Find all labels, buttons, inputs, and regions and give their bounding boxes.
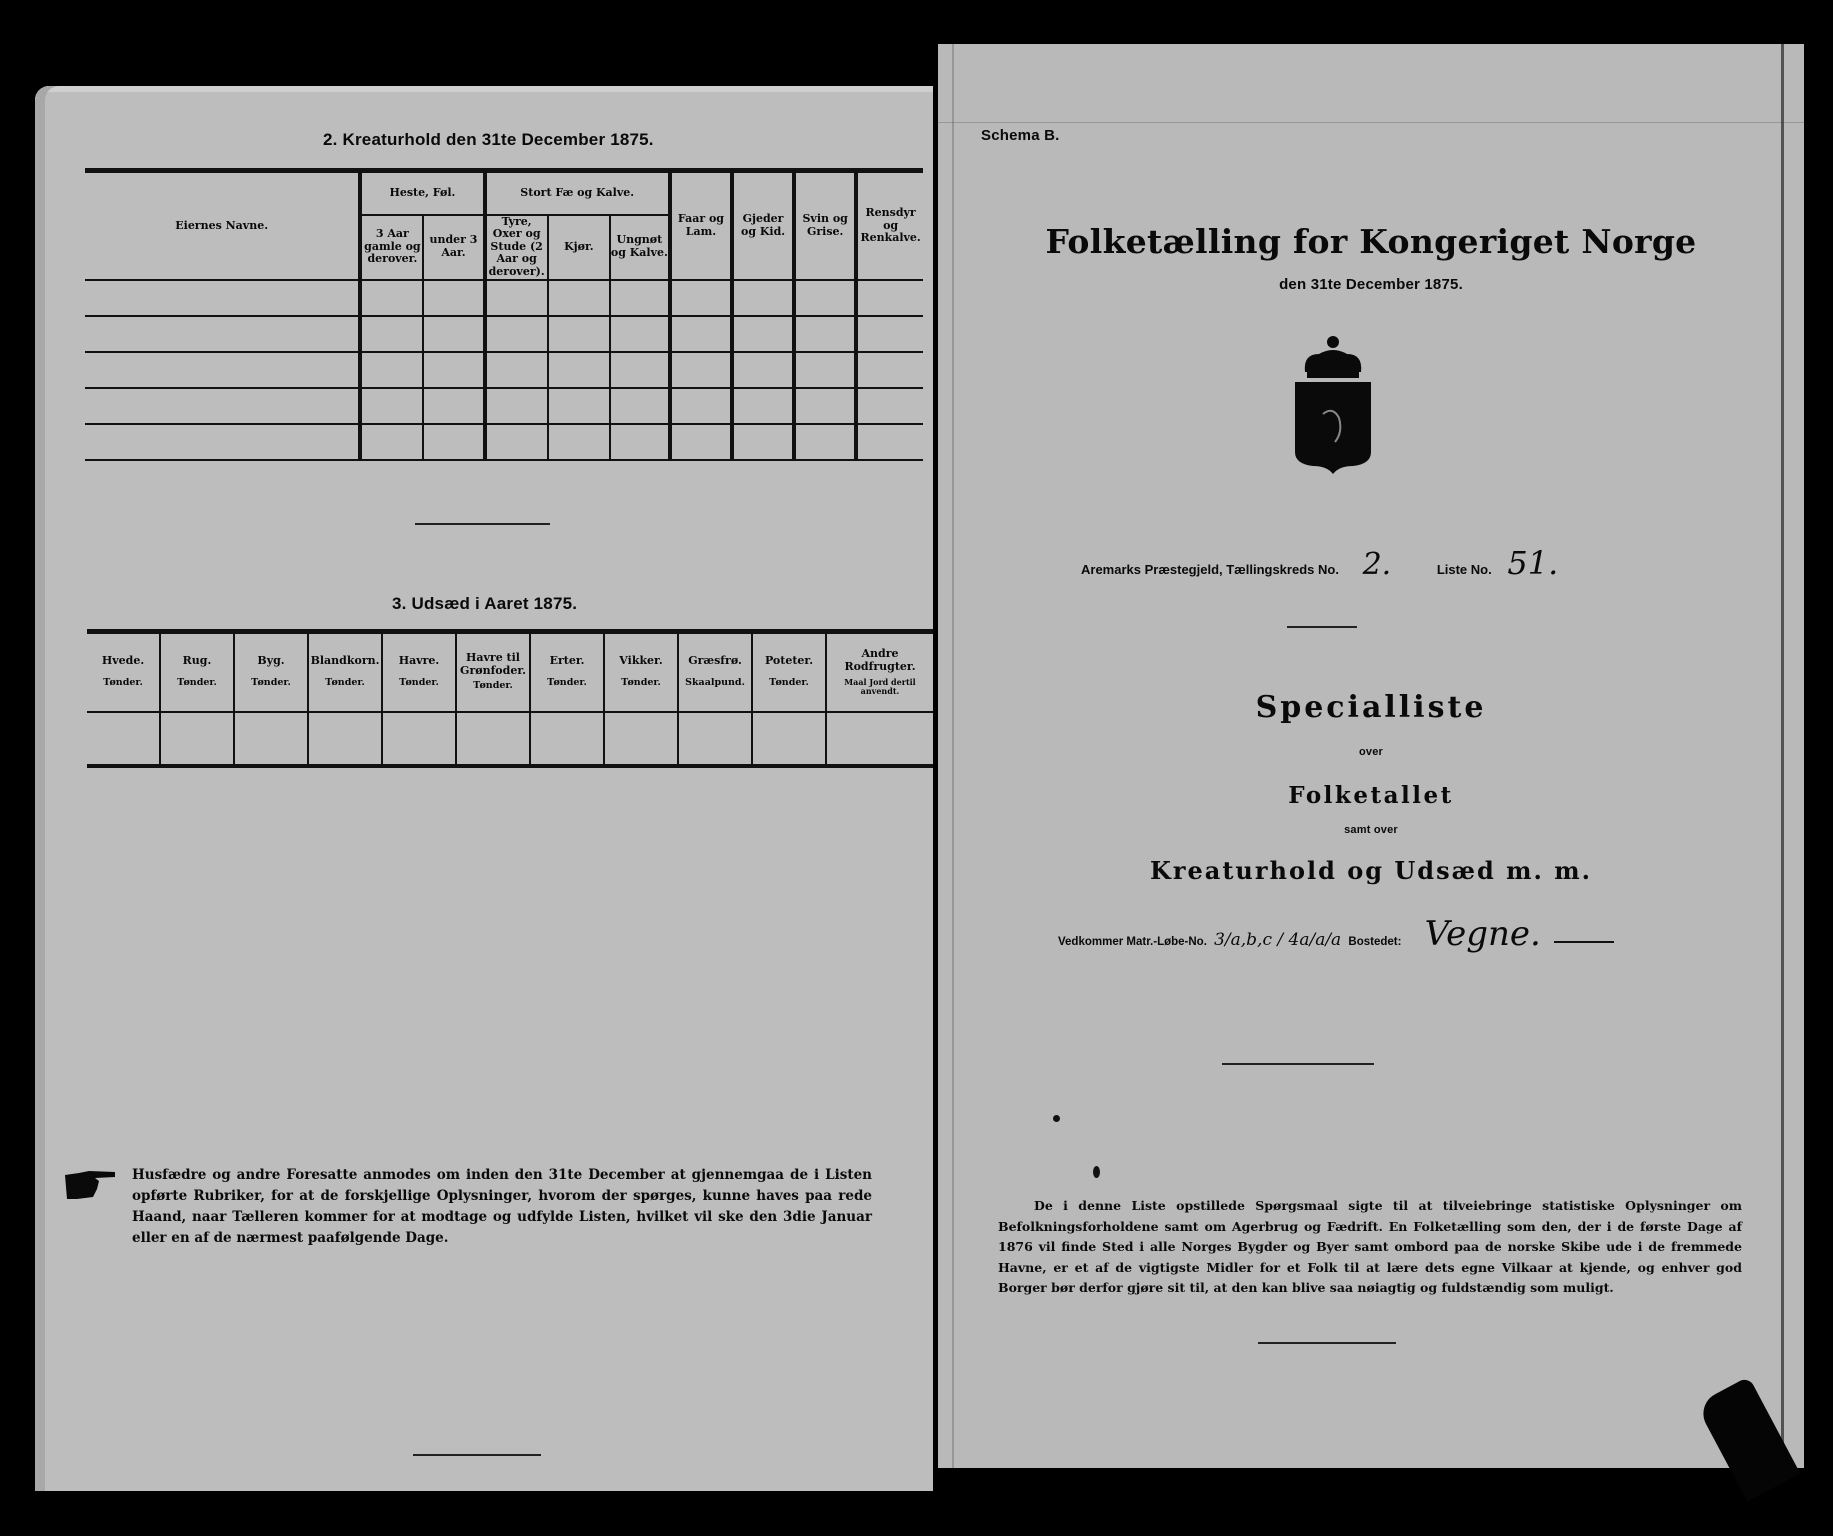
document-date: den 31te December 1875. [1279, 276, 1463, 293]
section2-title: 2. Kreaturhold den 31te December 1875. [323, 130, 654, 149]
cell[interactable] [732, 424, 794, 460]
cell[interactable] [610, 388, 670, 424]
cell[interactable] [732, 280, 794, 316]
col-reindeer: Rensdyr og Renkalve. [856, 171, 923, 280]
col-group-cattle: Stort Fæ og Kalve. [485, 171, 670, 215]
cell[interactable] [670, 280, 732, 316]
norwegian-coat-of-arms-icon [1293, 334, 1373, 478]
divider [413, 1454, 541, 1456]
heading-folketallet: Folketallet [1288, 782, 1454, 809]
cell[interactable] [85, 388, 360, 424]
cell[interactable] [826, 712, 933, 766]
cell[interactable] [794, 352, 856, 388]
table-row [85, 280, 923, 316]
cell[interactable] [678, 712, 752, 766]
bosted-label: Bostedet: [1348, 936, 1402, 948]
cell[interactable] [85, 424, 360, 460]
table-row [85, 424, 923, 460]
col-horses-under3: under 3 Aar. [423, 215, 484, 280]
livestock-table [85, 168, 923, 461]
cell[interactable] [752, 712, 826, 766]
cell[interactable] [670, 388, 732, 424]
over-label: over [1358, 746, 1384, 758]
divider [1287, 626, 1357, 628]
table-row [85, 316, 923, 352]
cell[interactable] [548, 316, 610, 352]
cell[interactable] [604, 712, 678, 766]
matr-value: 3/a,b,c / 4a/a/a [1214, 930, 1342, 950]
cell[interactable] [85, 280, 360, 316]
cell[interactable] [794, 280, 856, 316]
cell[interactable] [856, 280, 923, 316]
cell[interactable] [670, 424, 732, 460]
cell[interactable] [794, 388, 856, 424]
schema-label: Schema B. [981, 127, 1060, 144]
divider [1258, 1342, 1396, 1344]
col-havre: Havre. Tønder. [382, 632, 456, 712]
cell[interactable] [360, 424, 423, 460]
cell[interactable] [234, 712, 308, 766]
cell[interactable] [794, 424, 856, 460]
samt-over-label: samt over [1344, 824, 1398, 836]
cell[interactable] [794, 316, 856, 352]
right-page [938, 44, 1804, 1468]
cell[interactable] [485, 316, 548, 352]
bosted-value: Vegne. [1424, 914, 1541, 954]
ink-spot [1053, 1115, 1060, 1122]
cell[interactable] [610, 352, 670, 388]
cell[interactable] [856, 388, 923, 424]
col-group-horses: Heste, Føl. [360, 171, 484, 215]
pointing-hand-icon [63, 1169, 117, 1207]
cell[interactable] [423, 280, 484, 316]
liste-value: 51. [1507, 544, 1559, 582]
cell[interactable] [530, 712, 604, 766]
col-poteter: Poteter. Tønder. [752, 632, 826, 712]
cell[interactable] [610, 316, 670, 352]
heading-kreaturhold: Kreaturhold og Udsæd m. m. [1150, 856, 1592, 885]
cell[interactable] [360, 388, 423, 424]
cell[interactable] [485, 424, 548, 460]
cell[interactable] [732, 316, 794, 352]
table-row [87, 712, 933, 766]
cell[interactable] [856, 424, 923, 460]
cell[interactable] [548, 280, 610, 316]
cell[interactable] [423, 352, 484, 388]
col-young-cattle: Ungnøt og Kalve. [610, 215, 670, 280]
cell[interactable] [423, 424, 484, 460]
cell[interactable] [610, 280, 670, 316]
col-bulls-oxen: Tyre, Oxer og Stude (2 Aar og derover). [485, 215, 548, 280]
col-graesfro: Græsfrø. Skaalpund. [678, 632, 752, 712]
col-owner-names: Eiernes Navne. [85, 171, 360, 280]
col-byg: Byg. Tønder. [234, 632, 308, 712]
cell[interactable] [160, 712, 234, 766]
col-havre-gronfoder: Havre til Grønfoder. Tønder. [456, 632, 530, 712]
footnote-text: Husfædre og andre Foresatte anmodes om inden den 31te December at gjennemgaa de i Listen opførte Rubriker, for at de forskjellige Oplysninger, hvorom der spørges, kunne haves paa rede Haand, naar Tælleren kommer for at modtage og udfylde Listen, hvilket vil ske den 3die Januar eller en af de nærmest paafølgende Dage. [132, 1167, 872, 1246]
cell[interactable] [423, 316, 484, 352]
prestegjeld-label: Aremarks Præstegjeld, Tællingskreds No. [1081, 562, 1339, 577]
cell[interactable] [548, 424, 610, 460]
table-row [85, 388, 923, 424]
page-clip [1696, 1376, 1801, 1501]
cell[interactable] [87, 712, 160, 766]
intro-paragraph: De i denne Liste opstillede Spørgsmaal sigte til at tilveiebringe statistiske Oplysninger om Befolkningsforholdene samt om Agerbrug og Fædrift. En Folketælling som den, der i de første Dage af 1876 vil finde Sted i alle Norges Bygder og Byer samt ombord paa de norske Skibe ude i de fremmede Havne, er et af de vigtigste Midler for et Folk til at lære dets egne Vilkaar at kjende, og enhver god Borger bør derfor gjøre sit til, at den kan blive saa nøiagtig og fuldstændig som muligt. [998, 1198, 1742, 1295]
cell[interactable] [732, 388, 794, 424]
col-rug: Rug. Tønder. [160, 632, 234, 712]
location-line [1081, 544, 1558, 582]
col-cows: Kjør. [548, 215, 610, 280]
cell[interactable] [308, 712, 382, 766]
cell[interactable] [382, 712, 456, 766]
cell[interactable] [610, 424, 670, 460]
col-sheep: Faar og Lam. [670, 171, 732, 280]
cell[interactable] [856, 352, 923, 388]
cell[interactable] [456, 712, 530, 766]
cell[interactable] [85, 316, 360, 352]
matr-line [1058, 914, 1614, 954]
col-pigs: Svin og Grise. [794, 171, 856, 280]
liste-label: Liste No. [1436, 562, 1492, 577]
cell[interactable] [360, 280, 423, 316]
cell[interactable] [360, 352, 423, 388]
matr-label: Vedkommer Matr.-Løbe-No. [1058, 936, 1207, 948]
heading-specialliste: Specialliste [1255, 690, 1487, 725]
cell[interactable] [732, 352, 794, 388]
cell[interactable] [670, 352, 732, 388]
cell[interactable] [856, 316, 923, 352]
cell[interactable] [670, 316, 732, 352]
col-erter: Erter. Tønder. [530, 632, 604, 712]
tellingskreds-value: 2. [1362, 547, 1392, 582]
divider [1222, 1063, 1374, 1065]
cell[interactable] [485, 388, 548, 424]
cell[interactable] [423, 388, 484, 424]
cell[interactable] [485, 280, 548, 316]
col-hvede: Hvede. Tønder. [87, 632, 160, 712]
cell[interactable] [548, 352, 610, 388]
col-blandkorn: Blandkorn. Tønder. [308, 632, 382, 712]
cell[interactable] [360, 316, 423, 352]
ink-spot [1093, 1166, 1100, 1178]
divider [415, 523, 550, 525]
table-row [85, 352, 923, 388]
col-goats: Gjeder og Kid. [732, 171, 794, 280]
seed-table [87, 629, 933, 768]
cell[interactable] [85, 352, 360, 388]
section3-title: 3. Udsæd i Aaret 1875. [392, 594, 578, 613]
col-andre-rodfrugter: Andre Rodfrugter. Maal Jord dertil anvendt. [826, 632, 933, 712]
cell[interactable] [548, 388, 610, 424]
col-vikker: Vikker. Tønder. [604, 632, 678, 712]
document-title: Folketælling for Kongeriget Norge [1045, 222, 1697, 261]
left-page [35, 86, 933, 1491]
cell[interactable] [485, 352, 548, 388]
col-horses-3plus: 3 Aar gamle og derover. [360, 215, 423, 280]
